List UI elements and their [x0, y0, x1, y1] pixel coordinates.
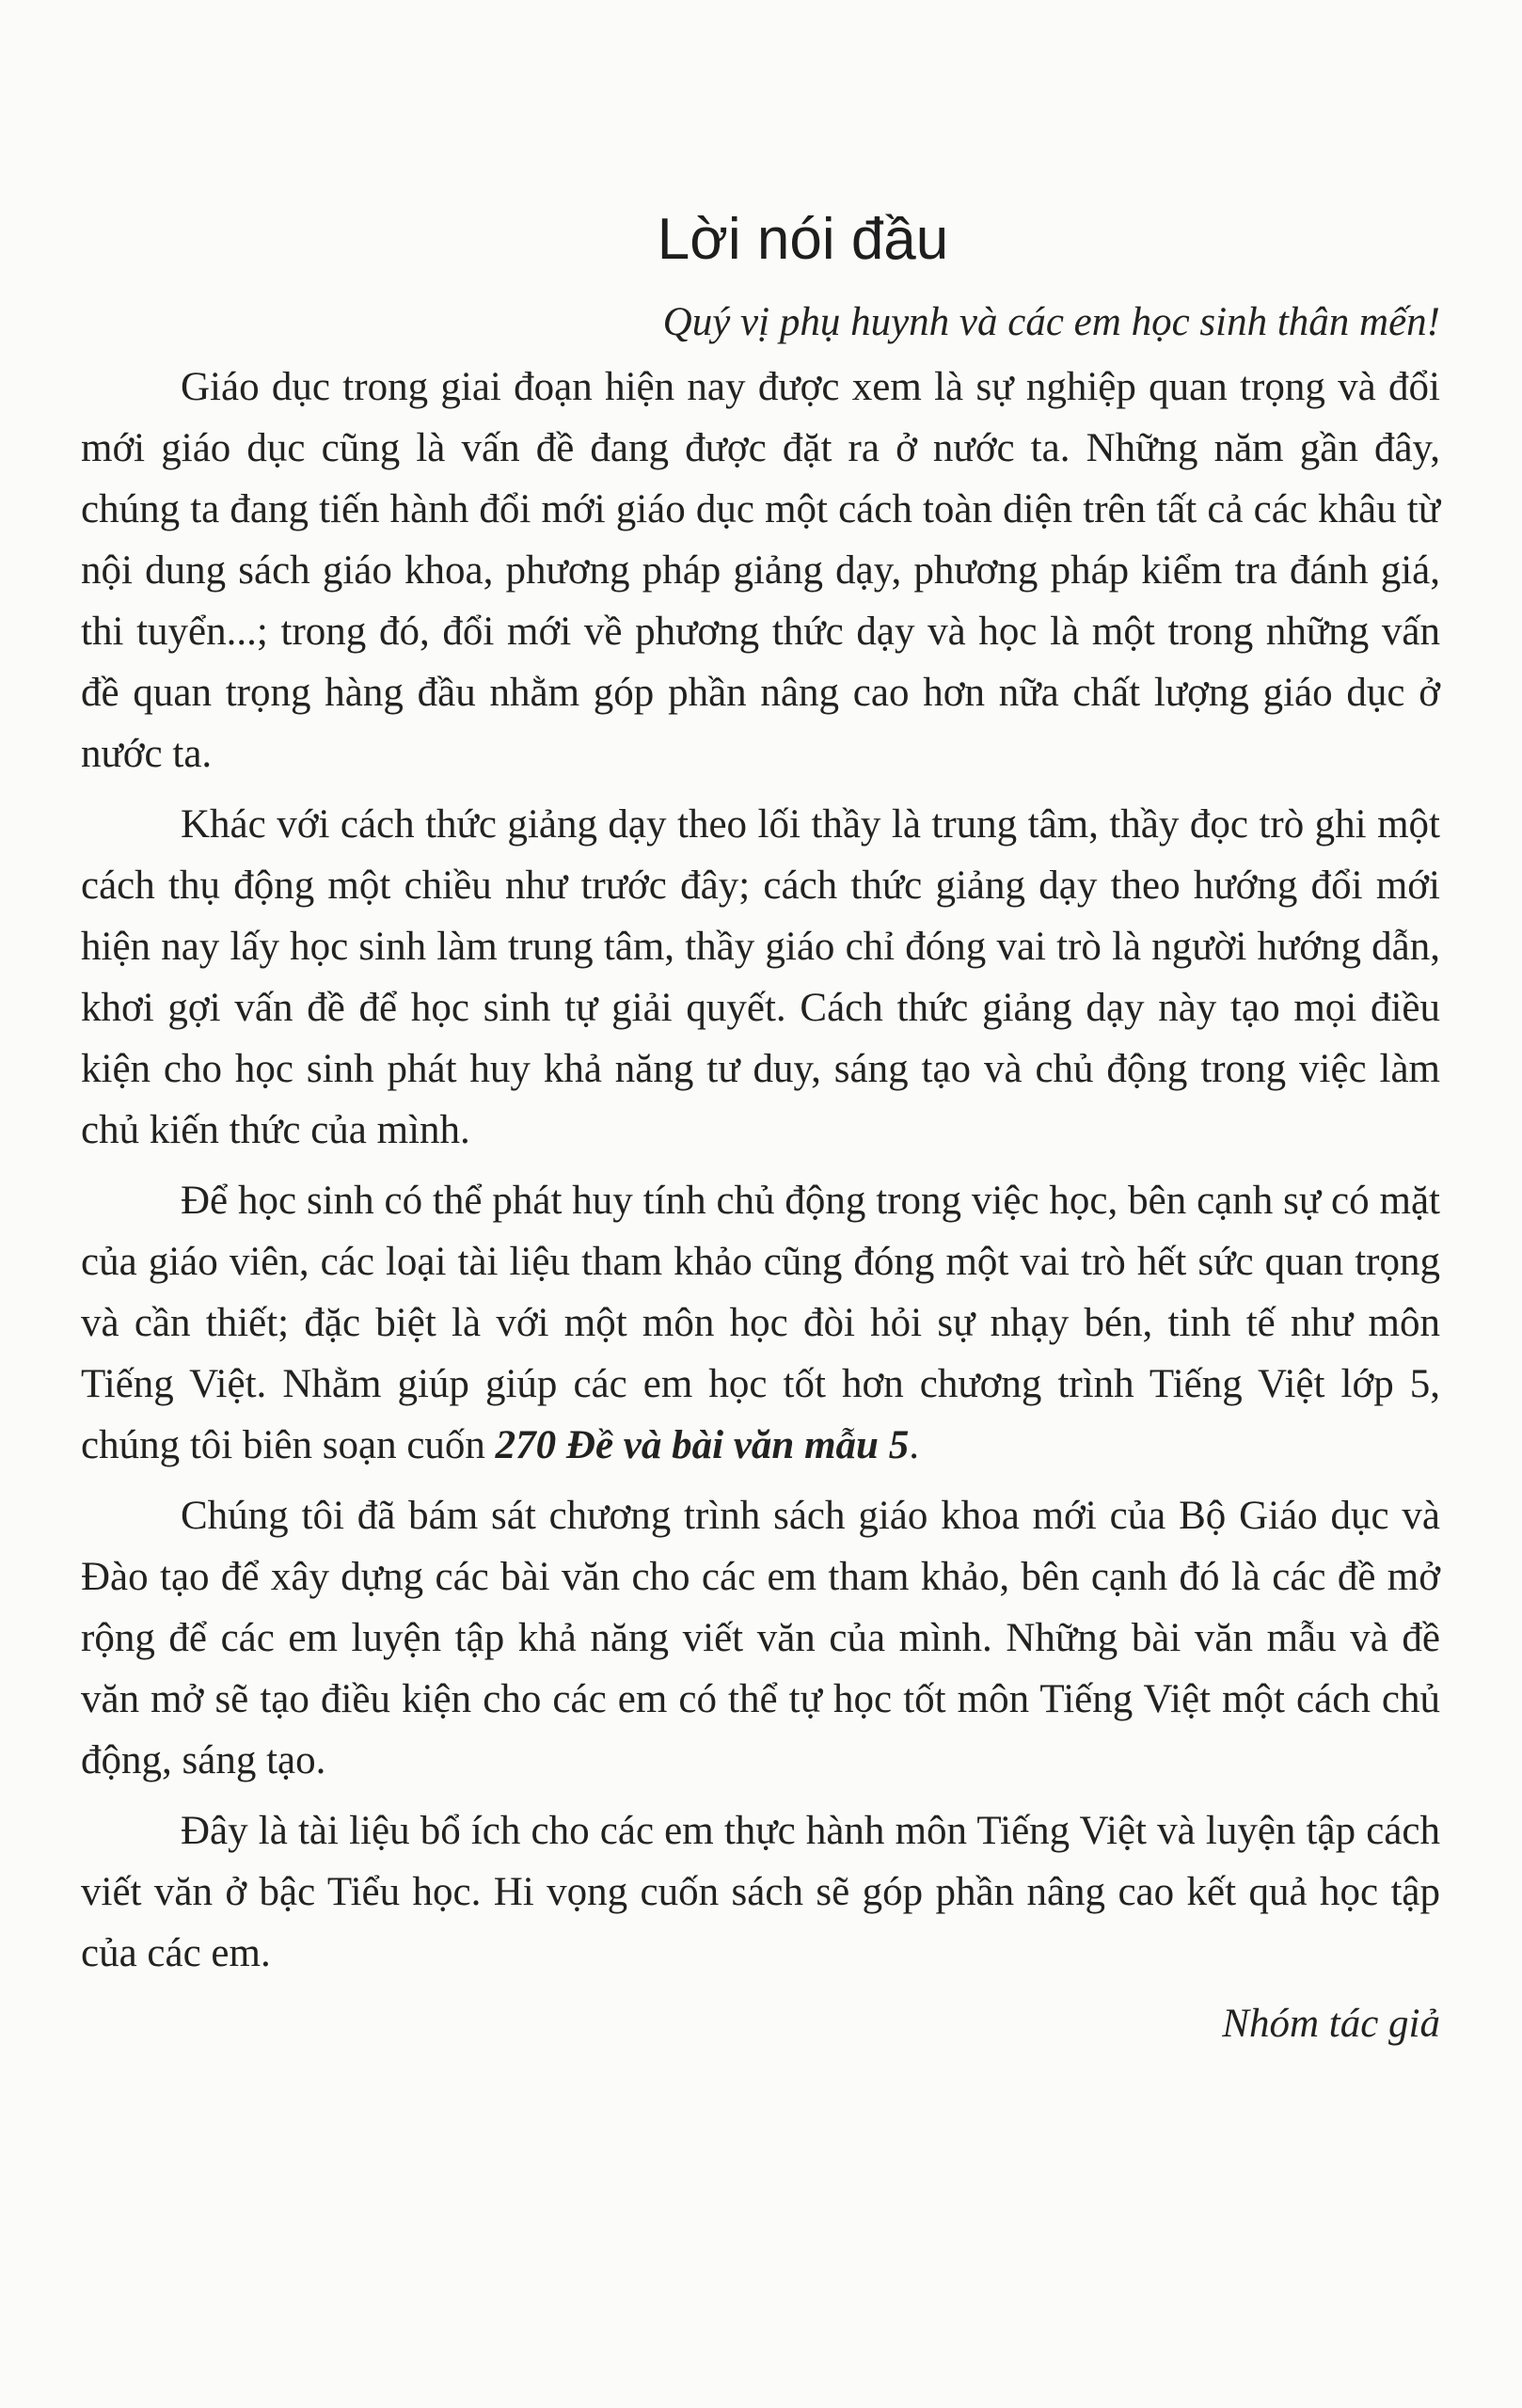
paragraph-3-end: . [909, 1423, 919, 1467]
book-title: 270 Đề và bài văn mẫu 5 [495, 1423, 910, 1467]
signature: Nhóm tác giả [1222, 2002, 1440, 2046]
paragraph-1: Giáo dục trong giai đoạn hiện nay được xem là sự nghiệp quan trọng và đổi mới giáo dục cũng là vấn đề đang được đặt ra ở nước ta. Những năm gần đây, chúng ta đang tiến hành đổi mới giáo dục một cách toàn diện trên tất cả các khâu từ nội dung sách giáo khoa, phương pháp giảng dạy, phương pháp kiểm tra đánh giá, thi tuyển...; trong đó, đổi mới về phương thức dạy và học là một trong những vấn đề quan trọng hàng đầu nhằm góp phần nâng cao hơn nữa chất lượng giáo dục ở nước ta. [81, 365, 1440, 776]
page-title: Lời nói đầu [657, 207, 949, 272]
paragraph-5: Đây là tài liệu bổ ích cho các em thực hành môn Tiếng Việt và luyện tập cách viết văn ở bậc Tiểu học. Hi vọng cuốn sách sẽ góp phần nâng cao kết quả học tập của các em. [81, 1809, 1440, 1975]
paragraph-3 [81, 1170, 1440, 1476]
page-content [81, 198, 1440, 2095]
paragraph-3-text: Để học sinh có thể phát huy tính chủ động trong việc học, bên cạnh sự có mặt của giáo viên, các loại tài liệu tham khảo cũng đóng một vai trò hết sức quan trọng và cần thiết; đặc biệt là với một môn học đòi hỏi sự nhạy bén, tinh tế như môn Tiếng Việt. Nhằm giúp giúp các em học tốt hơn chương trình Tiếng Việt lớp 5, chúng tôi biên soạn cuốn [81, 1179, 1440, 1467]
paragraph-2: Khác với cách thức giảng dạy theo lối thầy là trung tâm, thầy đọc trò ghi một cách thụ động một chiều như trước đây; cách thức giảng dạy theo hướng đổi mới hiện nay lấy học sinh làm trung tâm, thầy giáo chỉ đóng vai trò là người hướng dẫn, khơi gợi vấn đề để học sinh tự giải quyết. Cách thức giảng dạy này tạo mọi điều kiện cho học sinh phát huy khả năng tư duy, sáng tạo và chủ động trong việc làm chủ kiến thức của mình. [81, 802, 1440, 1152]
salutation: Quý vị phụ huynh và các em học sinh thân mến! [662, 300, 1440, 344]
paragraph-4: Chúng tôi đã bám sát chương trình sách giáo khoa mới của Bộ Giáo dục và Đào tạo để xây dựng các bài văn cho các em tham khảo, bên cạnh đó là các đề mở rộng để các em luyện tập khả năng viết văn của mình. Những bài văn mẫu và đề văn mở sẽ tạo điều kiện cho các em có thể tự học tốt môn Tiếng Việt một cách chủ động, sáng tạo. [81, 1494, 1440, 1782]
